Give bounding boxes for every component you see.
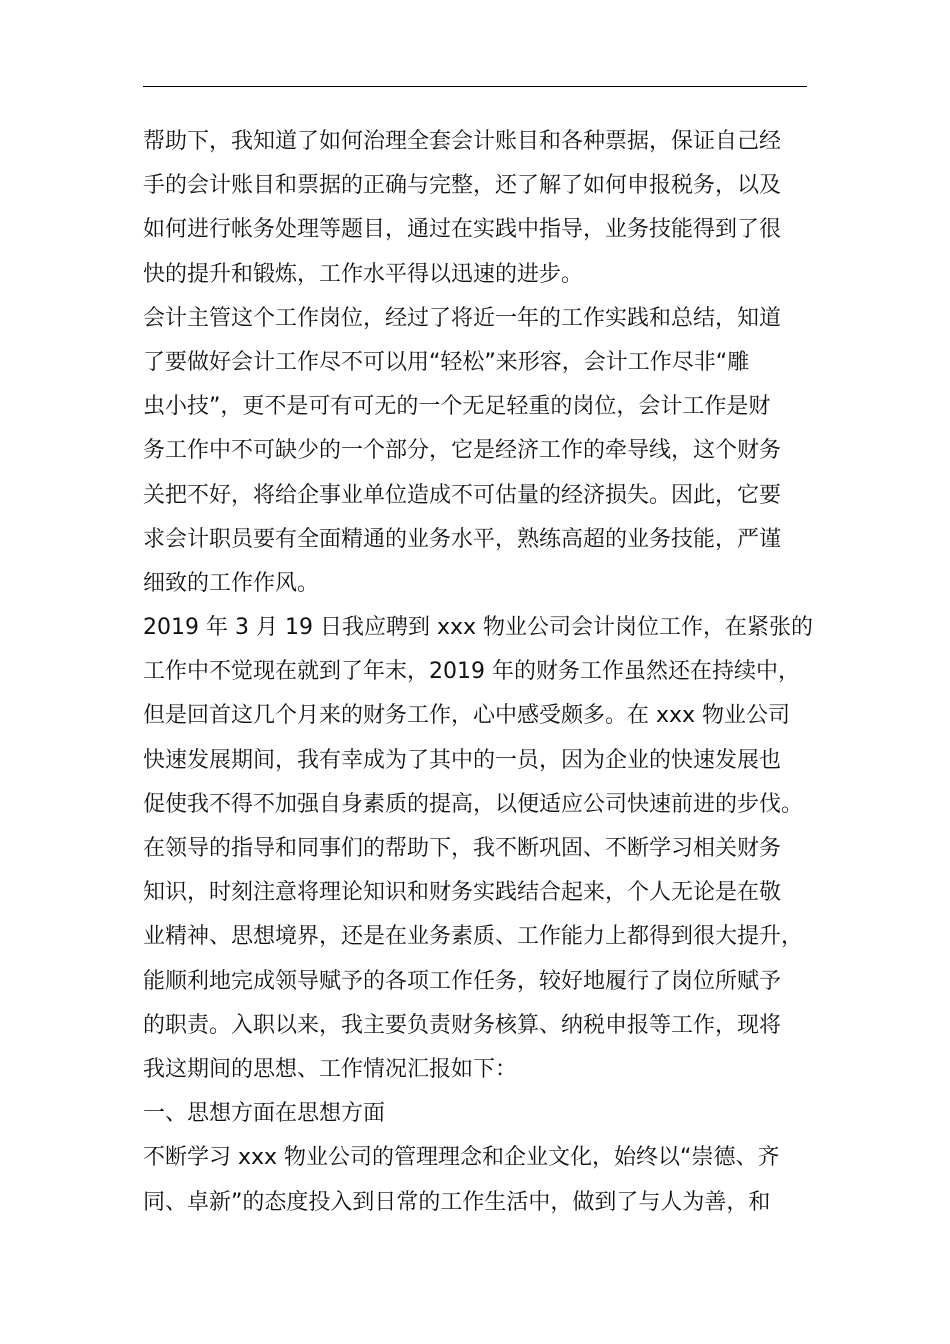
text-line: 帮助下，我知道了如何治理全套会计账目和各种票据，保证自己经 [143, 129, 782, 154]
text-line: 我这期间的思想、工作情况汇报如下： [143, 1056, 518, 1082]
text-line: 细致的工作作风。 [143, 570, 320, 596]
body-text [143, 120, 813, 1225]
text-line: 促使我不得不加强自身素质的提高，以便适应公司快速前进的步伐。 [143, 791, 804, 817]
text-line: 快速发展期间，我有幸成为了其中的一员，因为企业的快速发展也 [143, 747, 782, 773]
text-line: 2019 年 3 月 19 日我应聘到 xxx 物业公司会计岗位工作，在紧张的 [143, 615, 813, 641]
text-line: 不断学习 xxx 物业公司的管理理念和企业文化，始终以“崇德、齐 [143, 1145, 780, 1171]
text-line: 在领导的指导和同事们的帮助下，我不断巩固、不断学习相关财务 [143, 836, 782, 861]
text-line: 快的提升和锻炼，工作水平得以迅速的进步。 [143, 261, 584, 287]
text-line: 如何进行帐务处理等题目，通过在实践中指导，业务技能得到了很 [143, 217, 782, 243]
header-rule [143, 86, 807, 87]
text-line: 能顺利地完成领导赋予的各项工作任务，较好地履行了岗位所赋予 [143, 968, 782, 994]
text-line: 虫小技”，更不是可有可无的一个无足轻重的岗位，会计工作是财 [143, 394, 771, 420]
text-line: 的职责。入职以来，我主要负责财务核算、纳税申报等工作，现将 [143, 1012, 782, 1038]
text-line: 会计主管这个工作岗位，经过了将近一年的工作实践和总结，知道 [143, 305, 782, 331]
text-line: 了要做好会计工作尽不可以用“轻松”来形容，会计工作尽非“雕 [143, 349, 750, 375]
text-line: 同、卓新”的态度投入到日常的工作生活中，做到了与人为善，和 [143, 1189, 771, 1215]
text-line: 求会计职员要有全面精通的业务水平，熟练高超的业务技能，严谨 [143, 526, 782, 552]
text-line: 但是回首这几个月来的财务工作，心中感受颇多。在 xxx 物业公司 [143, 703, 791, 729]
text-line: 工作中不觉现在就到了年末，2019 年的财务工作虽然还在持续中， [143, 659, 800, 685]
section-heading: 一、思想方面在思想方面 [143, 1101, 386, 1127]
text-line: 知识，时刻注意将理论知识和财务实践结合起来，个人无论是在敬 [143, 880, 782, 906]
text-line: 关把不好，将给企事业单位造成不可估量的经济损失。因此，它要 [143, 482, 782, 508]
text-line: 务工作中不可缺少的一个部分，它是经济工作的牵导线，这个财务 [143, 438, 782, 464]
text-line: 手的会计账目和票据的正确与完整，还了解了如何申报税务，以及 [143, 173, 782, 199]
text-line: 业精神、思想境界，还是在业务素质、工作能力上都得到很大提升， [143, 924, 804, 950]
